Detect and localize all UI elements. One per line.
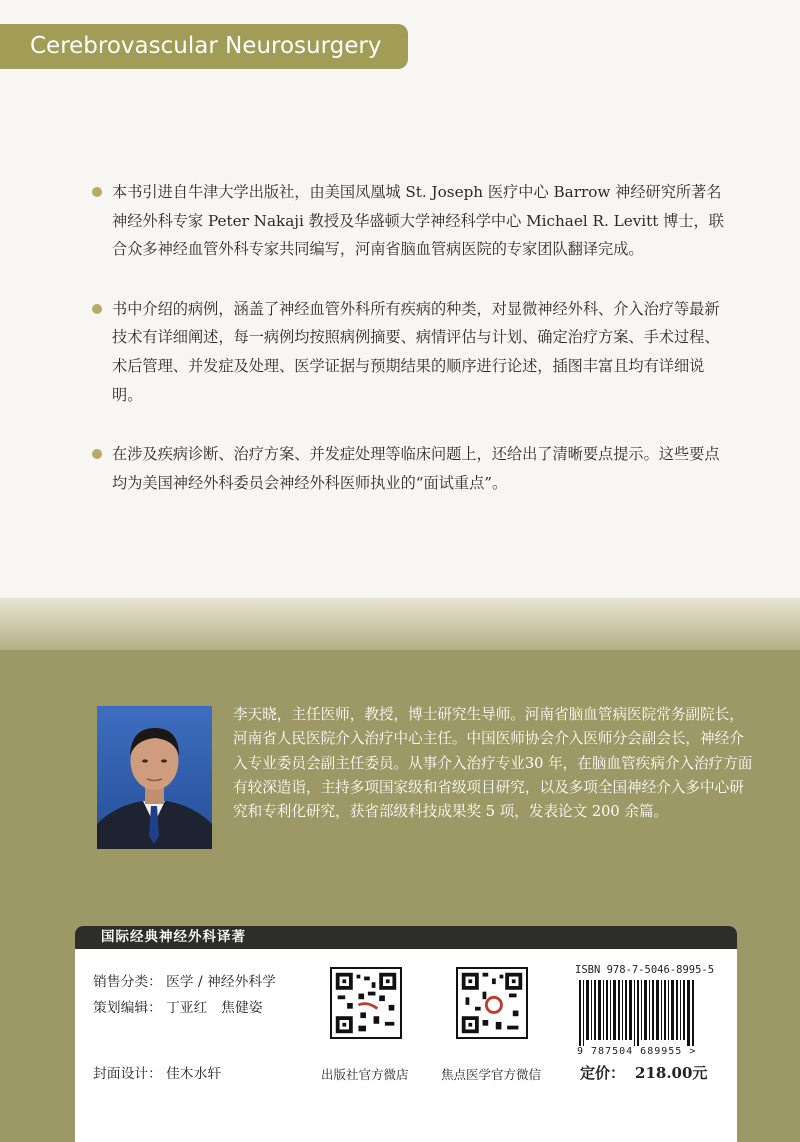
feature-bullet-text: 书中介绍的病例，涵盖了神经血管外科所有疾病的种类，对显微神经外科、介入治疗等最新技术有详细阐述，每一病例均按照病例摘要、病情评估与计划、确定治疗方案、手术过程、术后管理、并发症及处理、医学证据与预期结果的顺序进行论述，插图丰富且均有详细说明。 xyxy=(112,299,720,404)
bullet-dot-icon xyxy=(92,304,102,314)
series-title-tab: Cerebrovascular Neurosurgery xyxy=(0,24,408,69)
planning-editor xyxy=(93,996,263,1016)
author-photo xyxy=(97,706,212,849)
cover-designer-value: 佳木水轩 xyxy=(165,1066,222,1082)
planning-editor-label: 策划编辑： xyxy=(93,1000,162,1016)
price xyxy=(580,1062,707,1083)
cover-designer xyxy=(93,1062,221,1082)
planning-editor-value: 丁亚红 焦健姿 xyxy=(165,1000,263,1016)
feature-bullet-list xyxy=(88,178,728,497)
feature-bullet-text: 本书引进自牛津大学出版社，由美国凤凰城 St. Joseph 医疗中心 Barrow 神经研究所著名神经外科专家 Peter Nakaji 教授及华盛顿大学神经科学中心 Michael R. Levitt 博士，联合众多神经血管外科专家共同编写，河南省脑血管病医院的专家团队翻译完成。 xyxy=(112,183,724,259)
barcode-icon xyxy=(579,980,697,1046)
feature-bullet xyxy=(88,178,728,264)
qr-caption-publisher: 出版社官方微店 xyxy=(321,1067,409,1082)
barcode-digits: 9 787504 689955 > xyxy=(577,1046,697,1057)
qr-code-icon xyxy=(330,967,402,1039)
author-portrait-illustration xyxy=(97,706,212,849)
qr-code-icon xyxy=(456,967,528,1039)
feature-bullet xyxy=(88,440,728,497)
author-bio: 李天晓，主任医师，教授，博士研究生导师。河南省脑血管病医院常务副院长，河南省人民医院介入治疗中心主任。中国医师协会介入医师分会副会长，神经介入专业委员会副主任委员。从事介入治疗专业30 年，在脑血管疾病介入治疗方面有较深造诣，主持多项国家级和省级项目研究，以及多项全国神经介入多中心研究和专利化研究，获省部级科技成果奖 5 项，发表论文 200 余篇。 xyxy=(233,706,753,821)
publication-info-panel xyxy=(75,926,737,1142)
feature-bullet xyxy=(88,295,728,409)
series-name-bar: 国际经典神经外科译著 xyxy=(75,926,737,949)
bullet-dot-icon xyxy=(92,187,102,197)
sales-category-value: 医学 / 神经外科学 xyxy=(165,974,276,990)
isbn-text: ISBN 978-7-5046-8995-5 xyxy=(575,964,715,976)
sales-category xyxy=(93,970,276,990)
cover-designer-label: 封面设计： xyxy=(93,1066,162,1082)
price-value: 218.00元 xyxy=(635,1064,708,1082)
qr-caption-wechat: 焦点医学官方微信 xyxy=(441,1067,542,1082)
bullet-dot-icon xyxy=(92,449,102,459)
band-gradient xyxy=(0,598,800,650)
sales-category-label: 销售分类： xyxy=(93,974,162,990)
price-label: 定价： xyxy=(580,1064,626,1082)
feature-bullet-text: 在涉及疾病诊断、治疗方案、并发症处理等临床问题上，还给出了清晰要点提示。这些要点均为美国神经外科委员会神经外科医师执业的“面试重点”。 xyxy=(112,445,720,492)
